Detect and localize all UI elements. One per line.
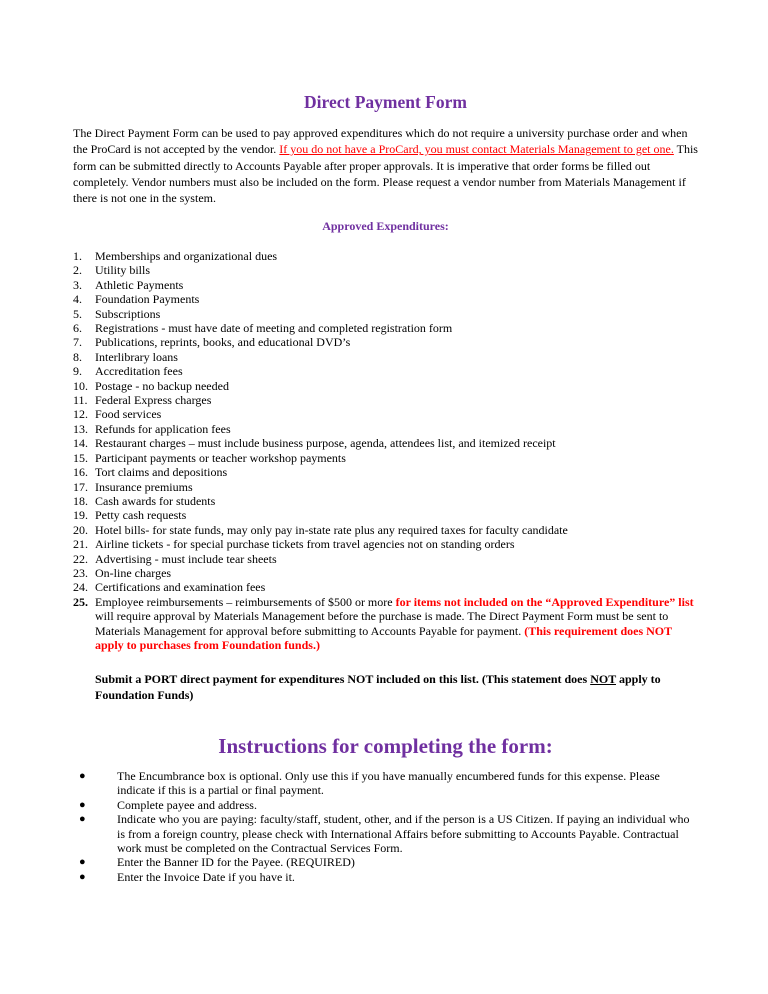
item-text: Refunds for application fees — [95, 421, 231, 436]
list-item — [73, 278, 698, 292]
intro-paragraph — [73, 125, 698, 206]
instructions-list — [73, 769, 698, 884]
item-number: 6. — [73, 321, 82, 336]
item-text: Food services — [95, 407, 162, 422]
item25-red-1: for items not included on the “Approved Expenditure” list — [395, 594, 694, 609]
item-number: 23. — [73, 565, 88, 580]
item-text: Participant payments or teacher workshop payments — [95, 450, 346, 465]
item-number: 5. — [73, 306, 82, 321]
instruction-item — [73, 855, 698, 869]
item25-text-2: will require approval by Materials Management before the purchase is made. The Direct Payment Form must be sent to Materials Management for approval before submitting to Accounts Payable for payment. — [95, 609, 669, 638]
instruction-item — [73, 870, 698, 884]
list-item-25 — [73, 595, 698, 653]
instruction-item — [73, 812, 698, 855]
instruction-text: Enter the Banner ID for the Payee. (REQUIRED) — [117, 855, 355, 870]
port-underlined: NOT — [590, 672, 616, 686]
item-number: 11. — [73, 393, 88, 408]
item-number: 17. — [73, 479, 88, 494]
item-text: Subscriptions — [95, 306, 161, 321]
item-number: 4. — [73, 292, 82, 307]
item-number: 2. — [73, 263, 82, 278]
instruction-text: Enter the Invoice Date if you have it. — [117, 869, 295, 884]
item-number: 25. — [73, 594, 88, 609]
page-title: Direct Payment Form — [304, 92, 467, 112]
item-number: 14. — [73, 436, 88, 451]
list-item — [73, 537, 698, 551]
list-item — [73, 552, 698, 566]
item-text: Hotel bills- for state funds, may only pay in-state rate plus any required taxes for faculty candidate — [95, 522, 568, 537]
list-item — [73, 379, 698, 393]
item-number: 16. — [73, 465, 88, 480]
list-item — [73, 422, 698, 436]
port-text-1: Submit a PORT direct payment for expenditures NOT included on this list. (This statement does — [95, 672, 591, 686]
list-item — [73, 480, 698, 494]
list-item — [73, 263, 698, 277]
item-number: 8. — [73, 349, 82, 364]
item-number: 21. — [73, 537, 88, 552]
bullet-icon: ● — [79, 813, 86, 826]
item25-text: Employee reimbursements – reimbursements of $500 or more — [95, 594, 396, 609]
item-number: 7. — [73, 335, 82, 350]
item-number: 18. — [73, 493, 88, 508]
instructions-title: Instructions for completing the form: — [218, 734, 553, 758]
procard-notice: If you do not have a ProCard, you must contact Materials Management to get one. — [279, 142, 674, 157]
item-number: 22. — [73, 551, 88, 566]
list-item — [73, 508, 698, 522]
item-text: Interlibrary loans — [95, 349, 178, 364]
item-text: On-line charges — [95, 565, 172, 580]
list-item — [73, 393, 698, 407]
item-text: Tort claims and depositions — [95, 465, 228, 480]
list-item — [73, 580, 698, 594]
item-number: 9. — [73, 364, 82, 379]
list-item — [73, 465, 698, 479]
port-notice — [95, 671, 695, 704]
instruction-item — [73, 798, 698, 812]
item25-red-2: (This requirement does NOT apply to purchases from Foundation funds.) — [95, 623, 672, 652]
instruction-item — [73, 769, 698, 798]
intro-text-2: This form can be submitted directly to Accounts Payable after proper approvals. It is imperative that order forms be filled out completely. Vendor numbers must also be included on the form. Please request a vendor number from Materials Management if there is not one in the system. — [73, 142, 698, 206]
list-item — [73, 566, 698, 580]
approved-expenditures-heading: Approved Expenditures: — [322, 219, 449, 233]
port-text-2: apply to Foundation Funds) — [95, 672, 661, 703]
instruction-text: Complete payee and address. — [117, 797, 257, 812]
list-item — [73, 335, 698, 349]
item-number: 13. — [73, 421, 88, 436]
item-text: Foundation Payments — [95, 292, 200, 307]
bullet-icon: ● — [79, 870, 86, 883]
item-number: 10. — [73, 378, 88, 393]
item-text: Airline tickets - for special purchase tickets from travel agencies not on standing orders — [95, 537, 515, 552]
list-item — [73, 523, 698, 537]
item-number: 24. — [73, 580, 88, 595]
list-item — [73, 292, 698, 306]
item-text: Restaurant charges – must include business purpose, agenda, attendees list, and itemized receipt — [95, 436, 556, 451]
item-text: Athletic Payments — [95, 277, 184, 292]
bullet-icon: ● — [79, 798, 86, 811]
item-text: Cash awards for students — [95, 493, 216, 508]
item-text: Publications, reprints, books, and educational DVD’s — [95, 335, 351, 350]
intro-text-1: The Direct Payment Form can be used to pay approved expenditures which do not require a university purchase order and when the ProCard is not accepted by the vendor. — [73, 126, 688, 157]
item-text: Insurance premiums — [95, 479, 193, 494]
item-text: Advertising - must include tear sheets — [95, 551, 277, 566]
item-text: Utility bills — [95, 263, 151, 278]
item-text: Federal Express charges — [95, 393, 212, 408]
bullet-icon: ● — [79, 856, 86, 869]
item-text: Accreditation fees — [95, 364, 183, 379]
list-item — [73, 350, 698, 364]
expenditures-list — [73, 249, 698, 652]
item-number: 15. — [73, 450, 88, 465]
item-text: Postage - no backup needed — [95, 378, 229, 393]
list-item — [73, 307, 698, 321]
instruction-text: Indicate who you are paying: faculty/staff, student, other, and if the person is a US Citizen. If paying an individual who is from a foreign country, please check with International Affairs before submitting to Accounts Payable. Contractual work must be completed on the Contractual Services Form. — [117, 812, 690, 856]
item-number: 3. — [73, 277, 82, 292]
item-text: Certifications and examination fees — [95, 580, 266, 595]
list-item — [73, 407, 698, 421]
list-item — [73, 451, 698, 465]
item-text: Memberships and organizational dues — [95, 249, 278, 263]
list-item — [73, 436, 698, 450]
list-item — [73, 321, 698, 335]
list-item — [73, 494, 698, 508]
item-number: 12. — [73, 407, 88, 422]
item-number: 20. — [73, 522, 88, 537]
list-item — [73, 249, 698, 263]
item-text: Petty cash requests — [95, 508, 187, 523]
item-number: 1. — [73, 249, 82, 263]
list-item — [73, 364, 698, 378]
bullet-icon: ● — [79, 770, 86, 782]
instruction-text: The Encumbrance box is optional. Only use this if you have manually encumbered funds for this expense. Please indicate if this is a partial or final payment. — [117, 769, 660, 798]
item-number: 19. — [73, 508, 88, 523]
item-text: Registrations - must have date of meeting and completed registration form — [95, 321, 453, 336]
